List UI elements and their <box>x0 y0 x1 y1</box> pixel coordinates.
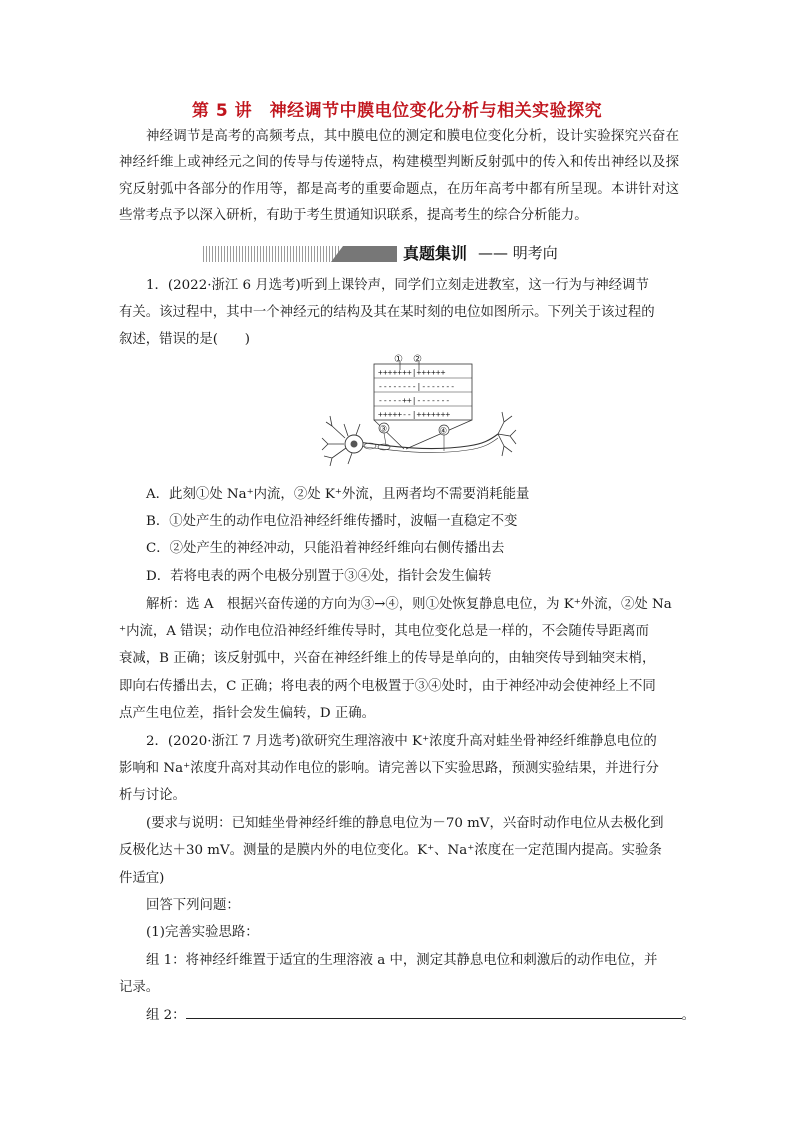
q1-stem-line: 1．(2022·浙江 6 月选考)听到上课铃声，同学们立刻走进教室，这一行为与神经调节 <box>146 278 649 293</box>
q2-group2-line <box>119 1003 695 1029</box>
banner-subtitle: —— 明考向 <box>478 244 558 262</box>
banner-hatch-decoration <box>203 246 341 262</box>
q1-analysis-line: 点产生电位差，指针会发生偏转，D 正确。 <box>119 706 376 721</box>
q1-option-a: A．此刻①处 Na⁺内流，②处 K⁺外流，且两者均不需要消耗能量 <box>146 487 530 502</box>
q1-analysis-line: 衰减，B 正确；该反射弧中，兴奋在神经纤维上的传导是单向的，由轴突传导到轴突末梢， <box>119 651 656 666</box>
q2-stem-line: 析与讨论。 <box>119 788 186 803</box>
label-1: ① <box>394 354 403 365</box>
membrane-row: --------|------- <box>378 382 456 391</box>
q1-stem-line: 有关。该过程中，其中一个神经元的结构及其在某时刻的电位如图所示。下列关于该过程的 <box>119 305 655 320</box>
membrane-row: -----++|------- <box>378 396 451 405</box>
membrane-row: +++++--|+++++++ <box>378 410 451 419</box>
cell-body <box>322 416 363 466</box>
q2-group2-label: 组 2： <box>146 1008 186 1023</box>
q1-analysis-line: 解析：选 A 根据兴奋传递的方向为③→④，则①处恢复静息电位，为 K⁺外流，②处 Na <box>146 597 672 612</box>
section-banner <box>203 241 683 271</box>
q1-analysis-line: ⁺内流，A 错误；动作电位沿神经纤维传导时，其电位变化总是一样的，不会随传导距离而 <box>119 624 649 639</box>
electrode-3-lead <box>384 433 386 445</box>
q2-answer-prompt: 回答下列问题： <box>146 898 240 913</box>
intro-paragraph: 神经调节是高考的高频考点，其中膜电位的测定和膜电位变化分析，设计实验探究兴奋在神经纤维上或神经元之间的传导与传递特点，构建模型判断反射弧中的传入和传出神经以及探究反射弧中各部分的作用等，都是高考的重要命题点，在历年高考中都有所呈现。本讲针对这些常考点予以深入研析，有助于考生贯通知识联系，提高考生的综合分析能力。 <box>119 129 679 224</box>
q1-option-c: C．②处产生的神经冲动，只能沿着神经纤维向右侧传播出去 <box>146 541 505 556</box>
q1-option-b: B．①处产生的动作电位沿神经纤维传播时，波幅一直稳定不变 <box>146 514 518 529</box>
q2-group2-answer-blank[interactable] <box>186 1004 682 1019</box>
page-title: 第 5 讲 神经调节中膜电位变化分析与相关实验探究 <box>191 101 603 121</box>
q2-group1-line: 记录。 <box>119 980 160 995</box>
neuron-diagram <box>318 352 518 470</box>
membrane-potential-box <box>374 364 472 420</box>
q2-group1-line: 组 1：将神经纤维置于适宜的生理溶液 a 中，测定其静息电位和刺激后的动作电位，并 <box>146 953 658 968</box>
q2-stem-line: 2．(2020·浙江 7 月选考)欲研究生理溶液中 K⁺浓度升高对蛙坐骨神经纤维静息电位的 <box>146 734 657 749</box>
q2-requirement-line: 件适宜) <box>119 871 165 886</box>
axon-terminal <box>498 412 516 456</box>
q1-analysis-line: 即向右传播出去，C 正确；将电表的两个电极置于③④处时，由于神经冲动会使神经上不同 <box>119 679 656 694</box>
q1-stem-line: 叙述，错误的是( ) <box>119 332 250 347</box>
q2-requirement-line: 反极化达＋30 mV。测量的是膜内外的电位变化。K⁺、Na⁺浓度在一定范围内提高。实验条 <box>119 843 662 858</box>
q2-requirement-line: (要求与说明：已知蛙坐骨神经纤维的静息电位为－70 mV，兴奋时动作电位从去极化到 <box>146 816 664 831</box>
q2-group2-end: 。 <box>681 1008 695 1023</box>
banner-title: 真题集训 <box>403 244 468 263</box>
label-2: ② <box>413 354 422 365</box>
axon-line <box>358 434 498 449</box>
label-4: ④ <box>439 426 448 437</box>
q2-stem-line: 影响和 Na⁺浓度升高对其动作电位的影响。请完善以下实验思路，预测实验结果，并进行分 <box>119 761 659 776</box>
q1-option-d: D．若将电表的两个电极分别置于③④处，指针会发生偏转 <box>146 569 492 584</box>
membrane-row: +++++++|++++++ <box>378 368 446 377</box>
q2-sub1: (1)完善实验思路： <box>146 925 259 940</box>
label-3: ③ <box>379 424 388 435</box>
